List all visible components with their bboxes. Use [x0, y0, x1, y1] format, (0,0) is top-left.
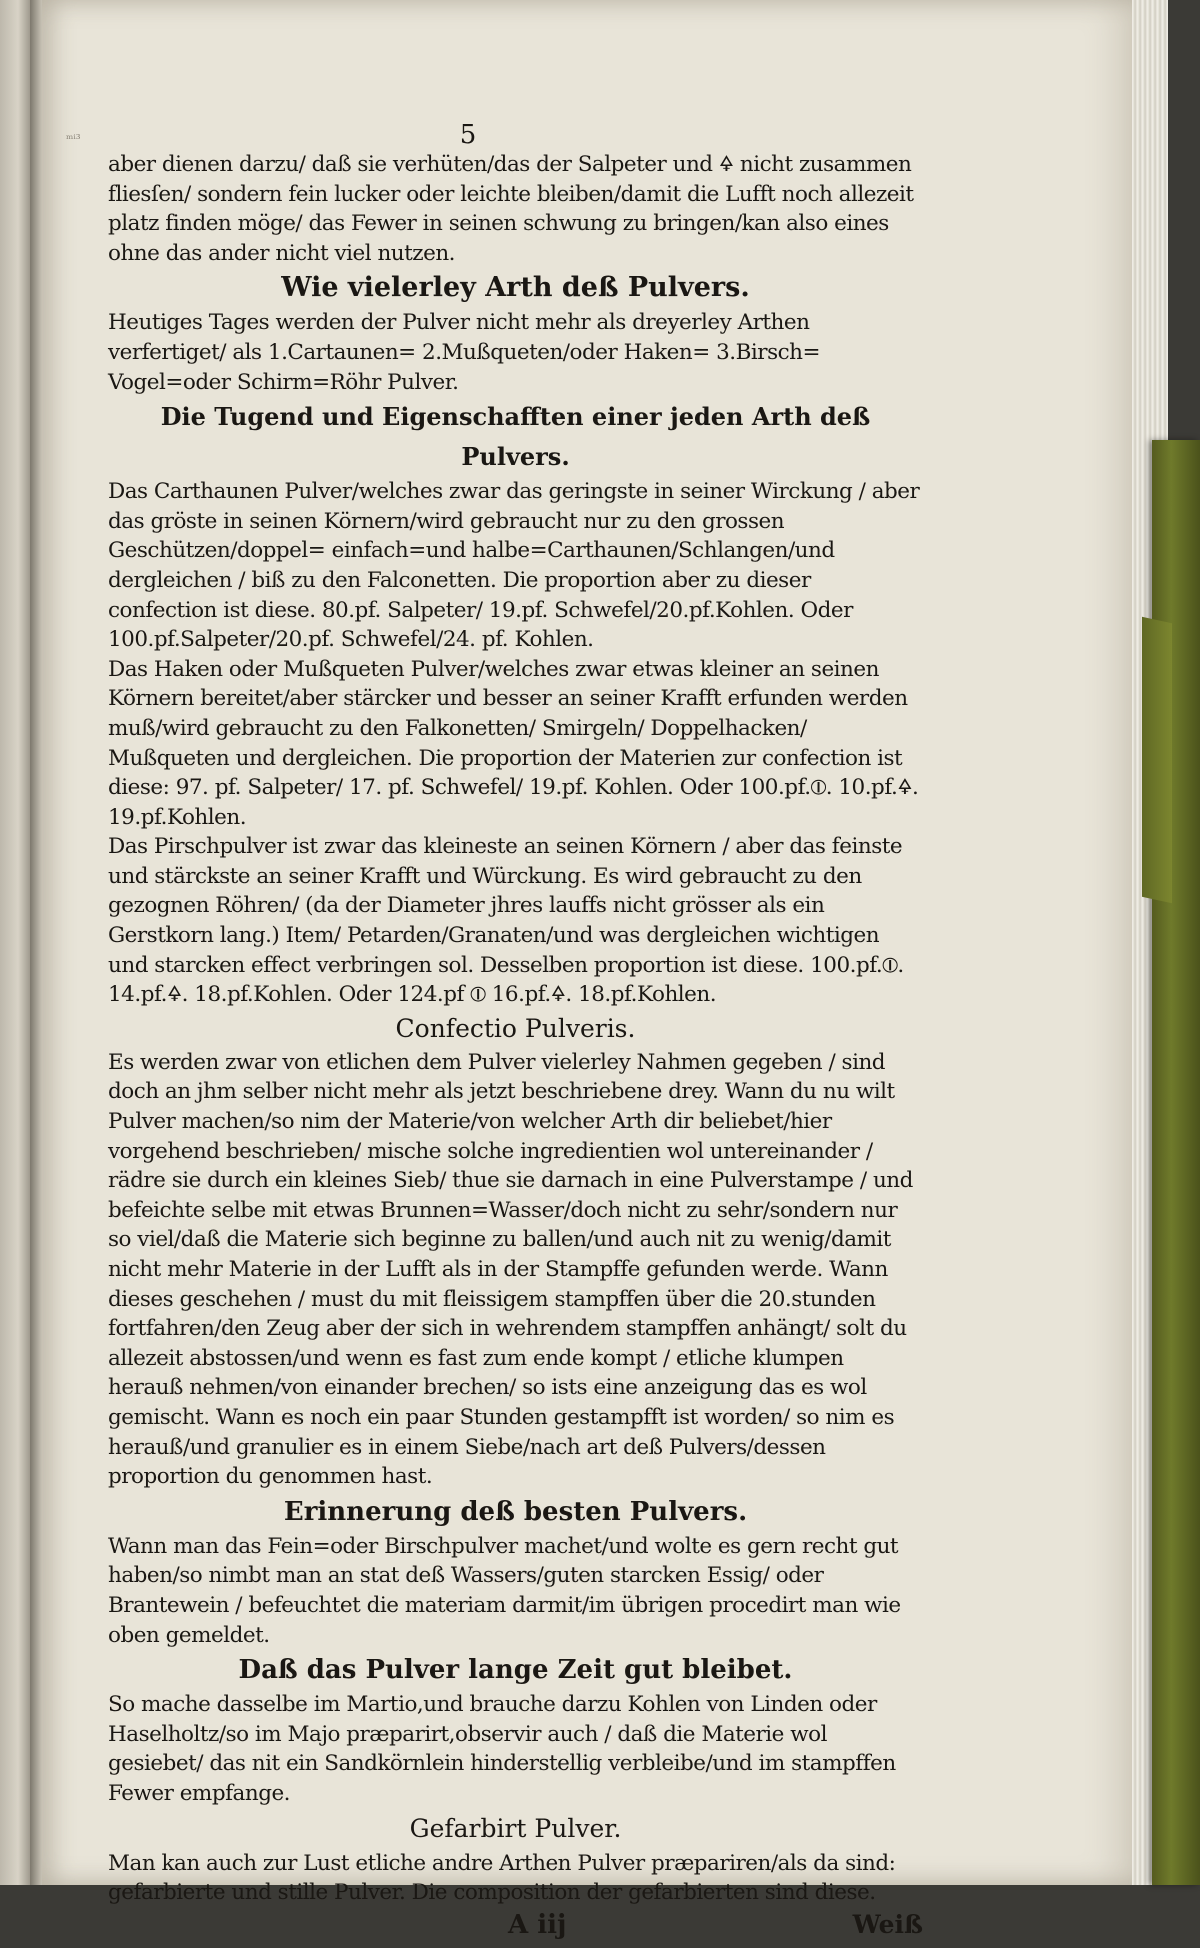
paragraph-arth: Heutiges Tages werden der Pulver nicht mehr als dreyerley Arthen verfertiget/ als 1.Cartaunen= 2.Mußqueten/oder Haken= 3.Birsch= Vogel=oder Schirm=Röhr Pulver.: [108, 310, 827, 395]
previous-page-edge: [0, 0, 30, 1885]
heading-erinnerung: Erinnerung deß besten Pulvers.: [283, 1496, 748, 1527]
page-text: [108, 120, 926, 1948]
margin-note: ᵐⁱ³: [66, 132, 81, 146]
bookmark-ribbon: [1152, 440, 1200, 1885]
heading-lange: Daß das Pulver lange Zeit gut bleibet.: [238, 1655, 793, 1686]
signature-mark: A iij: [508, 1909, 567, 1940]
intro-paragraph: aber dienen darzu/ daß sie verhüten/das der Salpeter und 🜍 nicht zusammen fliesſen/ sondern fein lucker oder leichte bleiben/damit die Lufft noch allezeit platz finden möge/ das Fewer in seinen schwung zu bringen/kan also eines ohne das ander nicht viel nutzen.: [108, 152, 920, 266]
paragraph-gefarbirt: Man kan auch zur Lust etliche andre Arthen Pulver præpariren/als da sind: gefarbierte und stille Pulver. Die composition der gefarbierten sind diese.: [108, 1850, 902, 1906]
catchword: Weiß: [852, 1909, 923, 1939]
paragraph-pirsch: Das Pirschpulver ist zwar das kleineste an seinen Körnern / aber das feinste und stärckste an seiner Krafft und Würckung. Es wird gebraucht zu den gezognen Röhren/ (da der Diameter jhres lauffs nicht grösser als ein Gerstkorn lang.) Item/ Petarden/Granaten/und was dergleichen wichtigen und starcken effect verbringen sol. Desselben proportion ist diese. 100.pf.⦶. 14.pf.🜍. 18.pf.Kohlen. Oder 124.pf ⦶ 16.pf.🜍. 18.pf.Kohlen.: [108, 834, 911, 1008]
paragraph-carthaunen: Das Carthaunen Pulver/welches zwar das geringste in seiner Wirckung / aber das gröste in seinen Körnern/wird gebraucht nur zu den grossen Geschützen/doppel= einfach=und halbe=Carthaunen/Schlangen/und dergleichen / biß zu den Falconetten. Die proportion aber zu dieser confection ist diese. 80.pf. Salpeter/ 19.pf. Schwefel/20.pf.Kohlen. Oder 100.pf.Salpeter/20.pf. Schwefel/24. pf. Kohlen.: [108, 479, 926, 653]
page-number: 5: [459, 120, 477, 150]
paragraph-lange: So mache dasselbe im Martio,und brauche darzu Kohlen von Linden oder Haselholtz/so im Majo præparirt,observir auch / daß die Materie wol gesiebet/ das nit ein Sandkörnlein hinderstellig verbleibe/und im stampffen Fewer empfange.: [108, 1692, 903, 1806]
heading-tugend: Die Tugend und Eigenschafften einer jeden Arth deß Pulvers.: [160, 402, 871, 472]
page-footer: [108, 1910, 923, 1948]
paragraph-confectio: Es werden zwar von etlichen dem Pulver vielerley Nahmen gegeben / sind doch an jhm selber nicht mehr als jetzt beschriebene drey. Wann du nu wilt Pulver machen/so nim der Materie/von welcher Arth dir beliebet/hier vorgehend beschrieben/ mische solche ingredientien wol untereinander / rädre sie durch ein kleines Sieb/ thue sie darnach in eine Pulverstampe / und befeichte selbe mit etwas Brunnen=Wasser/doch nicht zu sehr/sondern nur so viel/daß die Materie sich beginne zu ballen/und auch nit zu wenig/damit nicht mehr Materie in der Lufft als in der Stampffe gefunden werde. Wann dieses geschehen / must du mit fleissigem stampffen über die 20.stunden fortfahren/den Zeug aber der sich in wehrendem stampffen anhängt/ solt du allezeit abstossen/und wenn es fast zum ende kompt / etliche klumpen herauß nehmen/von einander brechen/ so ists eine anzeigung das es wol gemischt. Wann es noch ein paar Stunden gestampfft ist worden/ so nim es herauß/und granulier es in einem Siebe/nach art deß Pulvers/dessen proportion du genommen hast.: [108, 1049, 920, 1490]
paragraph-erinnerung: Wann man das Fein=oder Birschpulver machet/und wolte es gern recht gut haben/so nimbt man an stat deß Wassers/guten starcken Essig/ oder Brantewein / befeuchtet die materiam darmit/im übrigen procedirt man wie oben gemeldet.: [108, 1533, 907, 1648]
heading-confectio: Confectio Pulveris.: [395, 1013, 636, 1043]
book-gutter: [30, 0, 42, 1885]
heading-gefarbirt: Gefarbirt Pulver.: [409, 1813, 622, 1843]
heading-arth: Wie vielerley Arth deß Pulvers.: [281, 272, 750, 304]
paragraph-haken: Das Haken oder Mußqueten Pulver/welches zwar etwas kleiner an seinen Körnern bereitet/aber stärcker und besser an seiner Krafft erfunden werden muß/wird gebraucht zu den Falkonetten/ Smirgeln/ Doppelhacken/ Mußqueten und dergleichen. Die proportion der Materien zur confection ist diese: 97. pf. Salpeter/ 17. pf. Schwefel/ 19.pf. Kohlen. Oder 100.pf.⦶. 10.pf.🜍. 19.pf.Kohlen.: [108, 656, 925, 830]
